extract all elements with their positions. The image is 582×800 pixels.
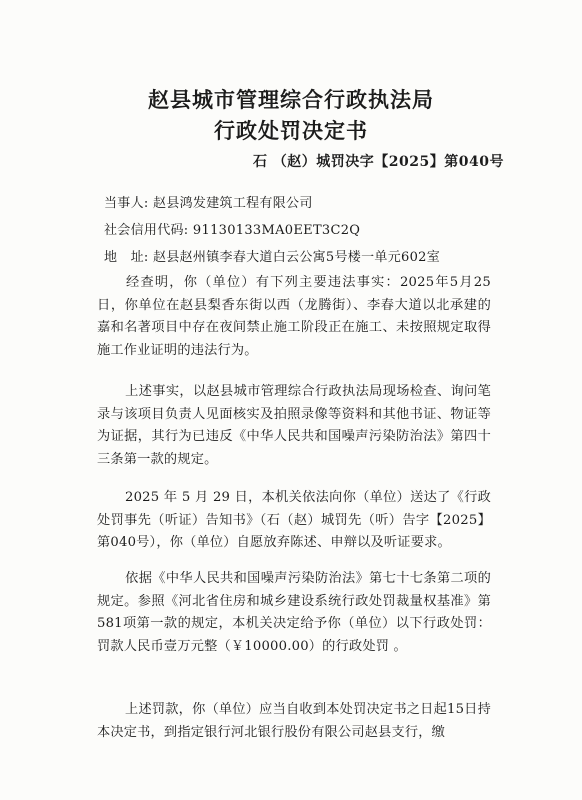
party-name-label: 当事人: [104,196,149,211]
credit-code-row [104,219,360,238]
paragraph-evidence [97,381,491,471]
paragraph-notice [97,487,491,555]
paragraph-payment-text: 上述罚款，你（单位）应当自收到本处罚决定书之日起15日持本决定书，到指定银行河北银行股份有限公司赵县支行，缴 [97,702,491,740]
paragraph-decision-text: 依据《中华人民共和国噪声污染防治法》第七十七条第二项的规定。参照《河北省住房和城乡建设系统行政处罚裁量权基准》第581项第一款的规定，本机关决定给予你（单位）以下行政处罚：罚款人民币壹万元整（￥10000.00）的行政处罚 。 [97,571,491,654]
paragraph-facts [97,272,491,362]
paragraph-decision [97,568,491,658]
paragraph-notice-text: 2025 年 5 月 29 日，本机关依法向你（单位）送达了《行政处罚事先（听证）告知书》（石（赵）城罚先（听）告字【2025】第040号），你（单位）自愿放弃陈述、申辩以及听证要求。 [97,490,491,550]
paragraph-evidence-text: 上述事实，以赵县城市管理综合行政执法局现场检查、询问笔录与该项目负责人见面核实及拍照录像等资料和其他书证、物证等为证据，其行为已违反《中华人民共和国噪声污染防治法》第四十三条第一款的规定。 [97,384,491,467]
document-number: 石 （赵）城罚决字【2025】第040号 [252,154,504,170]
credit-code-value: 91130133MA0EET3C2Q [192,223,361,238]
credit-code-label: 社会信用代码: [104,223,189,238]
agency-title: 赵县城市管理综合行政执法局 [148,88,434,112]
address-value: 赵县赵州镇李春大道白云公寓5号楼一单元602室 [153,250,441,265]
party-name-row [104,192,313,211]
address-row [104,246,440,265]
paragraph-facts-text: 经查明，你（单位）有下列主要违法事实：2025年5月25日，你单位在赵县梨香东街以西（龙腾街）、李春大道以北承建的嘉和名著项目中存在夜间禁止施工阶段正在施工、未按照规定取得施工作业证明的违法行为。 [97,275,491,358]
paragraph-payment [97,699,491,744]
document-title: 行政处罚决定书 [214,119,368,143]
address-label: 地 址: [104,250,149,265]
party-name-value: 赵县鸿发建筑工程有限公司 [153,196,313,211]
